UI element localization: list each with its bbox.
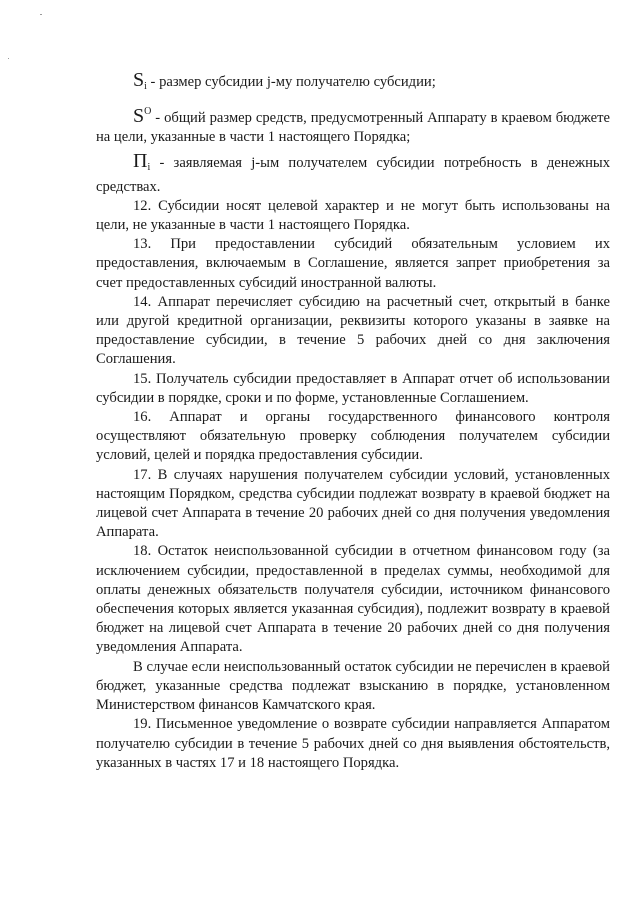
- paragraph-19: 19. Письменное уведомление о возврате субсидии направляется Аппаратом получателю субсидии в течение 5 рабочих дней со дня выявления обстоятельств, указанных в частях 17 и 18 настоящего Порядка.: [96, 716, 610, 771]
- symbol-index: O: [144, 106, 152, 117]
- symbol: П: [133, 150, 148, 173]
- paragraph-12: 12. Субсидии носят целевой характер и не могут быть использованы на цели, не указанные в части 1 настоящего Порядка.: [96, 197, 610, 234]
- symbol: S: [133, 69, 145, 91]
- symbol-index: i: [147, 162, 151, 174]
- document-body: [96, 68, 610, 773]
- paragraph-18-continued: В случае если неиспользованный остаток субсидии не перечислен в краевой бюджет, указанные средства подлежат взысканию в порядке, установленном Министерством финансов Камчатского края.: [96, 658, 610, 714]
- paragraph-16: 16. Аппарат и органы государственного финансового контроля осуществляют обязательную проверку соблюдения получателем субсидии условий, целей и порядка предоставления субсидии.: [96, 409, 610, 464]
- definition-text: - общий размер средств, предусмотренный Аппарату в краевом бюджете на цели, указанные в части 1 настоящего Порядка;: [96, 110, 610, 146]
- scan-speck: [8, 58, 9, 59]
- symbol-index: i: [144, 81, 147, 92]
- definition-p-i: [96, 152, 610, 196]
- definition-s-i: [96, 68, 610, 99]
- scan-speck: [40, 14, 42, 15]
- paragraph-14: 14. Аппарат перечисляет субсидию на расчетный счет, открытый в банке или другой кредитной организации, реквизиты которого указаны в заявке на предоставление субсидии, в течение 5 рабочих дней со дня заключения Соглашения.: [96, 293, 610, 368]
- definition-text: - размер субсидии j-му получателю субсидии;: [146, 74, 436, 90]
- paragraph-15: 15. Получатель субсидии предоставляет в Аппарат отчет об использовании субсидии в порядке, сроки и по форме, установленные Соглашением.: [96, 370, 610, 406]
- paragraph-17: 17. В случаях нарушения получателем субсидии условий, установленных настоящим Порядком, средства субсидии подлежат возврату в краевой бюджет на лицевой счет Аппарата в течение 20 рабочих дней со дня получения уведомления Аппарата.: [96, 466, 610, 541]
- symbol: S: [133, 105, 145, 127]
- definition-s-o: [96, 102, 610, 147]
- definition-text: - заявляемая j-ым получателем субсидии потребность в денежных средствах.: [96, 155, 610, 195]
- paragraph-13: 13. При предоставлении субсидий обязательным условием их предоставления, включаемым в Соглашение, является запрет приобретения за счет предоставленных субсидий иностранной валюты.: [96, 236, 610, 291]
- paragraph-18: 18. Остаток неиспользованной субсидии в отчетном финансовом году (за исключением субсидии, предоставленной в пределах суммы, необходимой для оплаты денежных обязательств получателя субсидии, источником финансового обеспечения которых является указанная субсидия), подлежит возврату в краевой бюджет на лицевой счет Аппарата в течение 20 рабочих дней со дня получения уведомления Аппарата.: [96, 543, 610, 656]
